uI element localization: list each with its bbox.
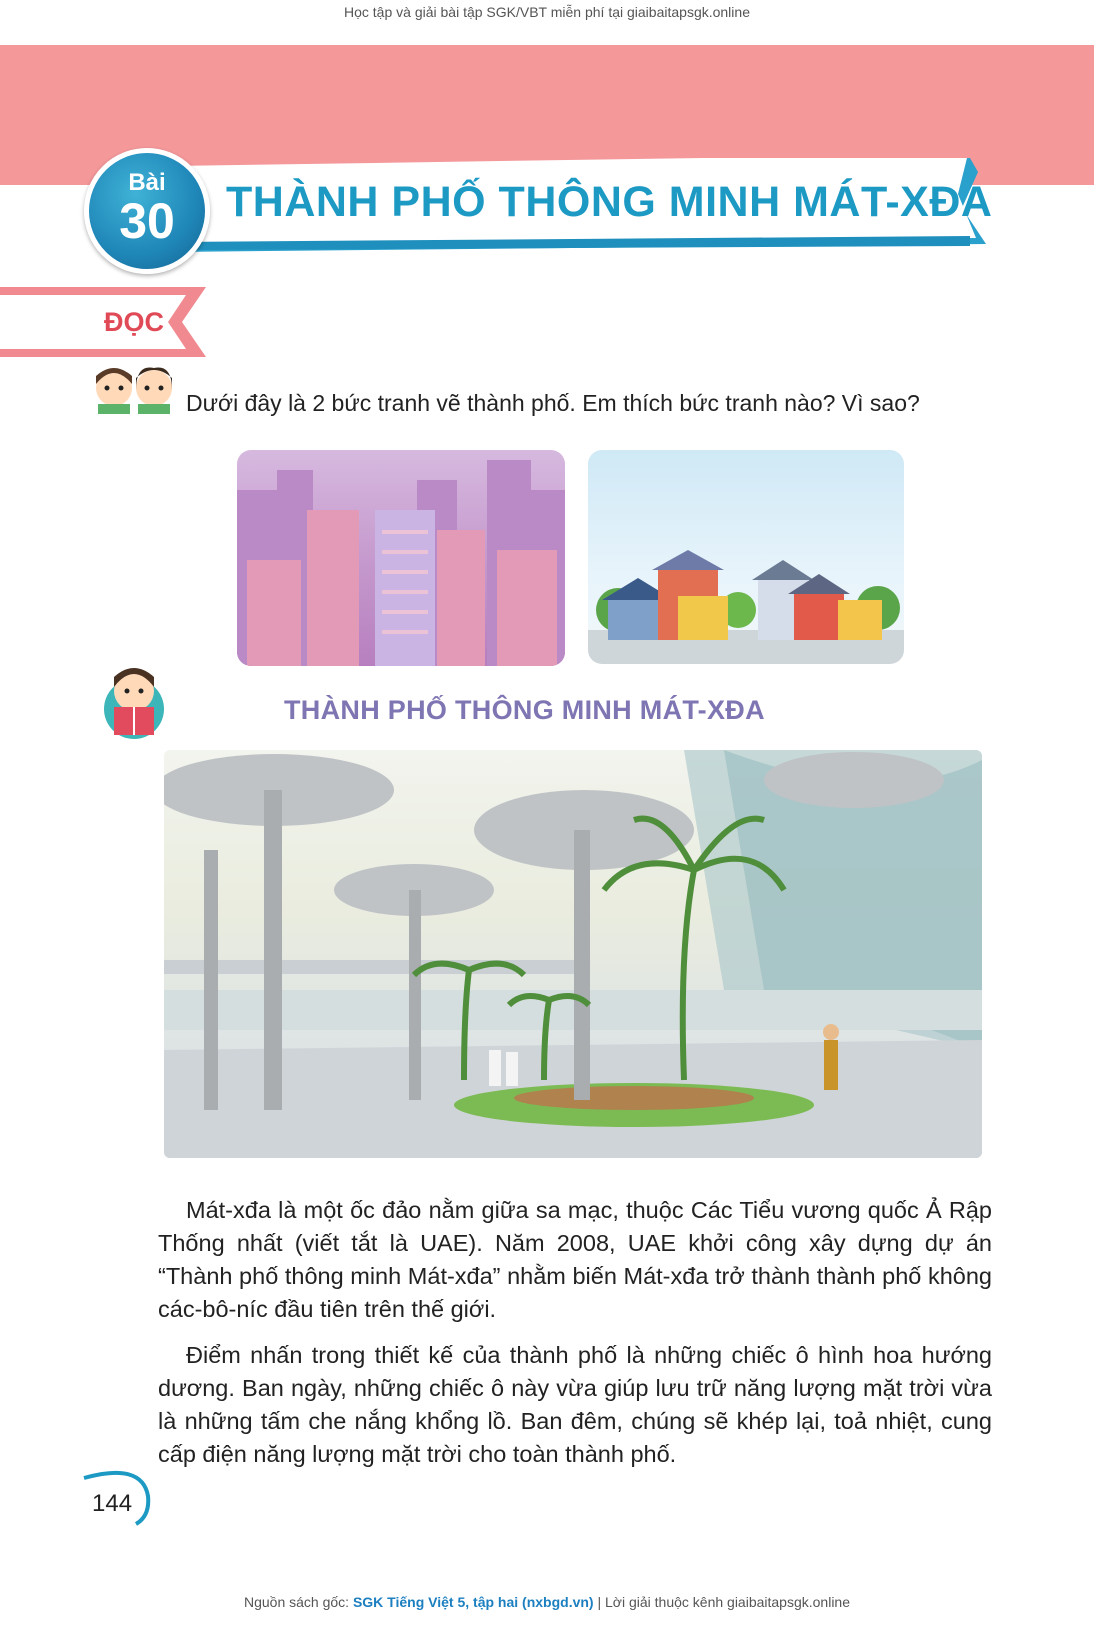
footer — [0, 1594, 1094, 1610]
paragraph-text: Mát-xđa là một ốc đảo nằm giữa sa mạc, thuộc Các Tiểu vương quốc Ả Rập Thống nhất (viết tắt là UAE). Năm 2008, UAE khởi công xây dựng dự án “Thành phố thông minh Mát-xđa” nhằm biến Mát-xđa trở thành thành phố không các-bô-níc đầu tiên trên thế giới. — [158, 1197, 992, 1322]
page-number: 144 — [92, 1490, 133, 1517]
kids-icon — [92, 366, 180, 414]
lesson-word: Bài — [128, 169, 166, 196]
question-text: Dưới đây là 2 bức tranh vẽ thành phố. Em thích bức tranh nào? Vì sao? — [186, 390, 920, 416]
reading-child-icon — [92, 663, 176, 739]
section-label: ĐỌC — [104, 307, 164, 337]
city-skyscrapers-image — [237, 450, 565, 666]
paragraph-2 — [158, 1339, 992, 1471]
top-banner: Học tập và giải bài tập SGK/VBT miễn phí tại giaibaitapsgk.online — [344, 4, 750, 20]
paragraph-1 — [158, 1194, 992, 1326]
story-title: THÀNH PHỐ THÔNG MINH MÁT-XĐA — [284, 695, 765, 725]
page-title: THÀNH PHỐ THÔNG MINH MÁT-XĐA — [226, 178, 993, 226]
footer-suffix: | Lời giải thuộc kênh giaibaitapsgk.online — [597, 1594, 851, 1610]
footer-source-link[interactable]: SGK Tiếng Việt 5, tập hai (nxbgd.vn) — [352, 1594, 594, 1610]
masdar-city-illustration — [164, 750, 982, 1158]
lesson-badge — [84, 148, 210, 274]
paragraph-text: Điểm nhấn trong thiết kế của thành phố là những chiếc ô hình hoa hướng dương. Ban ngày, những chiếc ô này vừa giúp lưu trữ năng lượng mặt trời vừa là những tấm che nắng khổng lồ. Ban đêm, chúng sẽ khép lại, toả nhiệt, cung cấp điện năng lượng mặt trời cho toàn thành phố. — [158, 1342, 992, 1467]
footer-prefix: Nguồn sách gốc: — [243, 1594, 350, 1610]
town-houses-image — [588, 450, 904, 664]
lesson-number: 30 — [119, 193, 175, 249]
